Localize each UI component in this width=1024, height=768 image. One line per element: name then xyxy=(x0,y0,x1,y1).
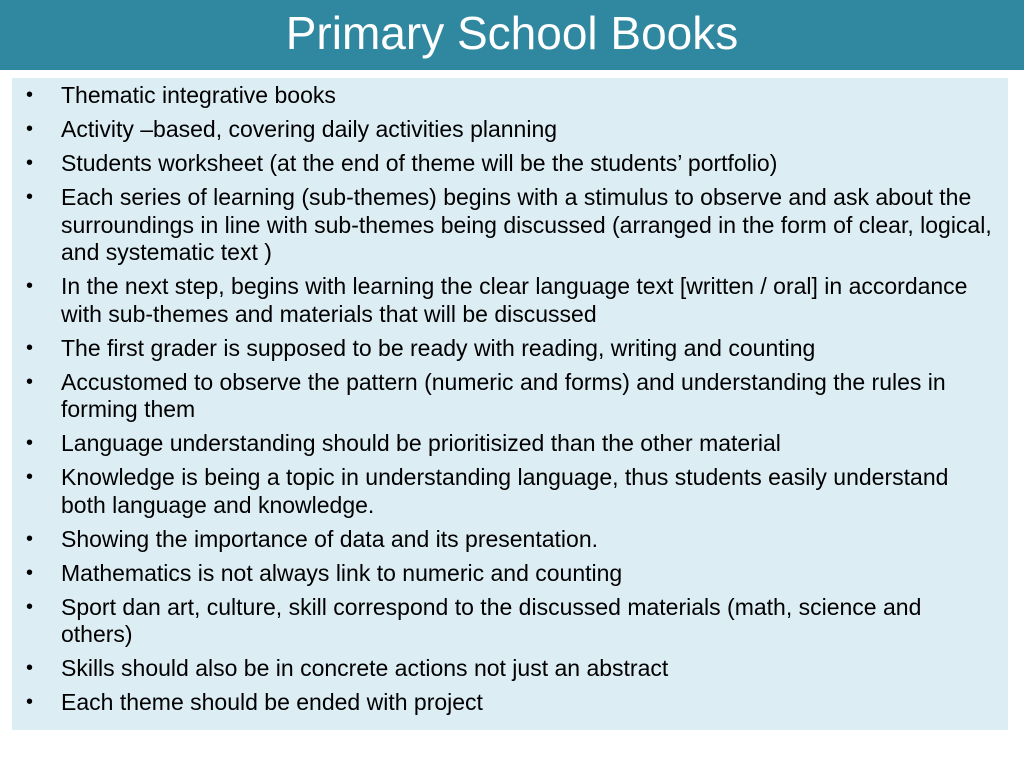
list-item xyxy=(20,273,994,328)
bullet-text: Each theme should be ended with project xyxy=(61,689,483,715)
list-item xyxy=(20,464,994,519)
list-item xyxy=(20,369,994,424)
list-item xyxy=(20,594,994,649)
list-item xyxy=(20,560,994,588)
bullet-icon: • xyxy=(26,595,34,618)
bullet-icon: • xyxy=(26,152,34,174)
title-bar xyxy=(0,0,1024,70)
bullet-text: Skills should also be in concrete actions not just an abstract xyxy=(61,655,669,681)
list-item xyxy=(20,116,994,144)
bullet-text: Thematic integrative books xyxy=(61,82,336,108)
bullet-text: Mathematics is not always link to numeric and counting xyxy=(61,559,623,586)
bullet-icon: • xyxy=(26,186,34,208)
bullet-icon: • xyxy=(26,118,34,140)
bullet-text: Showing the importance of data and its presentation. xyxy=(61,525,599,552)
bullet-text: Students worksheet (at the end of theme will be the students’ portfolio) xyxy=(61,150,778,176)
content-box xyxy=(12,78,1008,730)
bullet-icon: • xyxy=(26,561,34,584)
bullet-icon: • xyxy=(26,691,34,713)
bullet-text: Language understanding should be prioritisized than the other material xyxy=(61,430,781,456)
slide-title: Primary School Books xyxy=(285,7,739,59)
bullet-icon: • xyxy=(26,370,34,393)
bullet-text: Each series of learning (sub-themes) begins with a stimulus to observe and ask about the surroundings in line with sub-themes being discussed (arranged in the form of clear, logical, and systematic text ) xyxy=(61,184,992,265)
bullet-text: In the next step, begins with learning the clear language text [written / oral] in accordance with sub-themes and materials that will be discussed xyxy=(61,273,968,327)
bullet-list xyxy=(20,82,994,717)
bullet-icon: • xyxy=(26,657,34,679)
list-item xyxy=(20,689,994,717)
list-item xyxy=(20,335,994,363)
bullet-icon: • xyxy=(26,275,34,297)
list-item xyxy=(20,526,994,554)
bullet-text: The first grader is supposed to be ready with reading, writing and counting xyxy=(61,334,816,361)
bullet-icon: • xyxy=(26,84,34,106)
bullet-icon: • xyxy=(26,527,34,550)
bullet-icon: • xyxy=(26,336,34,359)
bullet-text: Accustomed to observe the pattern (numeric and forms) and understanding the rules in forming them xyxy=(61,368,946,422)
bullet-icon: • xyxy=(26,466,34,488)
bullet-text: Knowledge is being a topic in understanding language, thus students easily understand both language and knowledge. xyxy=(61,464,949,518)
list-item xyxy=(20,430,994,458)
bullet-icon: • xyxy=(26,432,34,454)
bullet-text: Activity –based, covering daily activities planning xyxy=(61,116,558,142)
list-item xyxy=(20,184,994,267)
list-item xyxy=(20,655,994,683)
list-item xyxy=(20,150,994,178)
bullet-text: Sport dan art, culture, skill correspond to the discussed materials (math, science and others) xyxy=(61,593,922,647)
list-item xyxy=(20,82,994,110)
